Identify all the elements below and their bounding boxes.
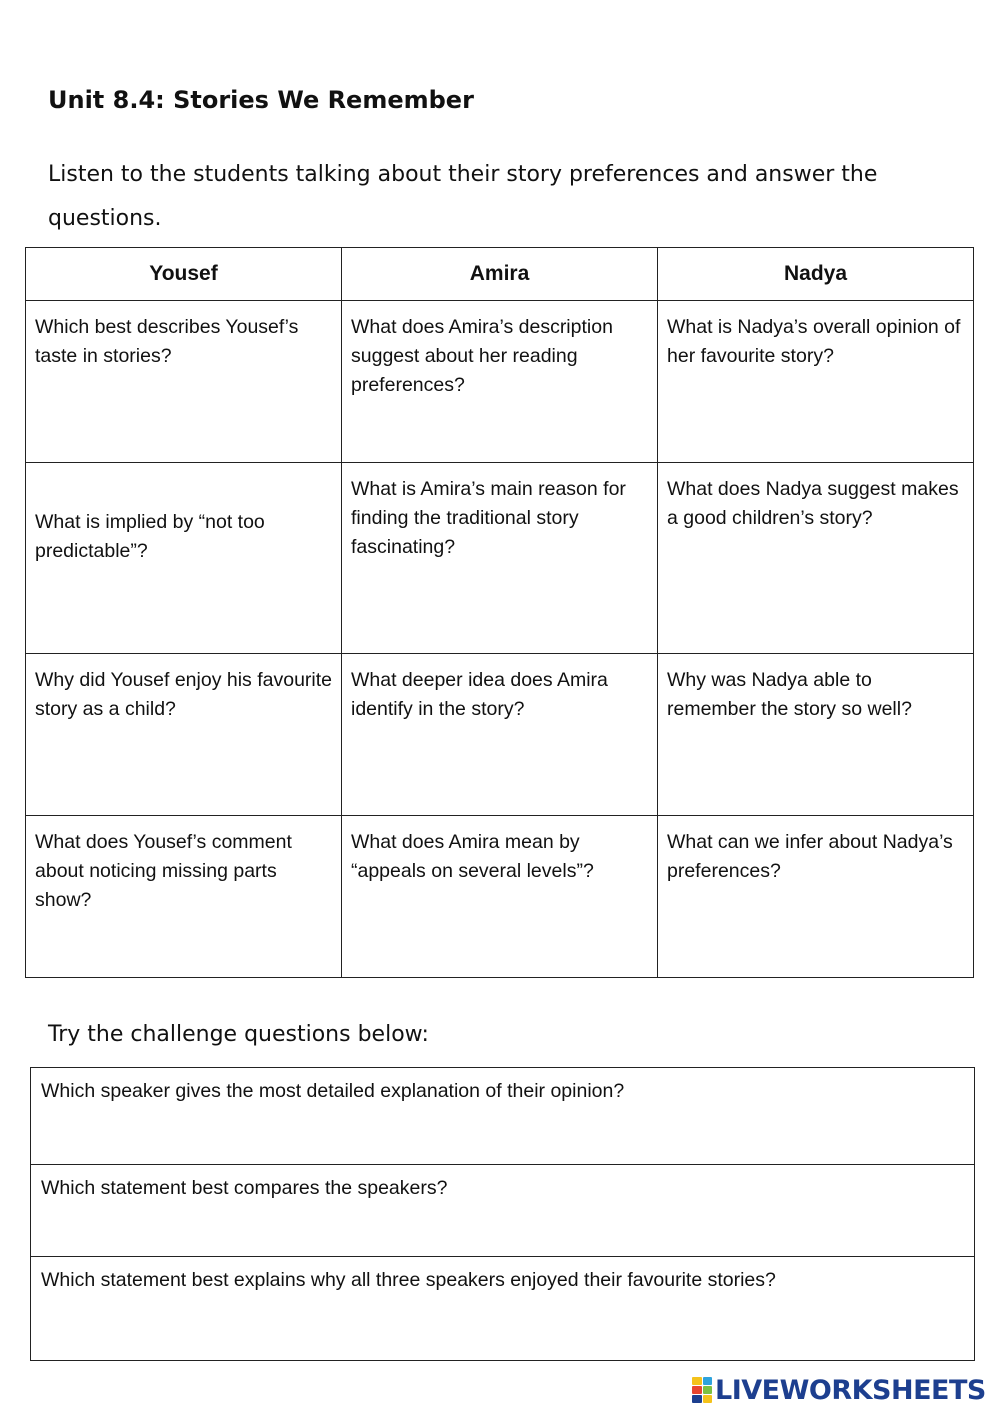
questions-table <box>25 247 974 978</box>
question-cell: Which best describes Yousef’s taste in stories? <box>26 301 342 463</box>
question-cell: Why did Yousef enjoy his favourite story as a child? <box>26 654 342 816</box>
challenge-row <box>31 1068 975 1165</box>
column-header-nadya: Nadya <box>658 248 974 301</box>
table-row <box>26 463 974 654</box>
table-row <box>26 654 974 816</box>
question-cell: What is Nadya’s overall opinion of her favourite story? <box>658 301 974 463</box>
liveworksheets-logo-icon <box>692 1377 712 1403</box>
question-cell: What does Amira mean by “appeals on several levels”? <box>342 816 658 978</box>
logo-block <box>703 1386 713 1394</box>
question-cell: What can we infer about Nadya’s preferences? <box>658 816 974 978</box>
logo-block <box>703 1377 713 1385</box>
logo-block <box>692 1395 702 1403</box>
question-cell: What does Yousef’s comment about noticing missing parts show? <box>26 816 342 978</box>
logo-block <box>703 1395 713 1403</box>
challenge-heading: Try the challenge questions below: <box>48 1022 429 1047</box>
column-header-amira: Amira <box>342 248 658 301</box>
liveworksheets-logo[interactable] <box>692 1374 986 1406</box>
question-text: What is implied by “not too predictable”? <box>35 511 265 562</box>
table-row <box>26 816 974 978</box>
challenge-question: Which speaker gives the most detailed explanation of their opinion? <box>31 1068 975 1165</box>
question-cell: What deeper idea does Amira identify in the story? <box>342 654 658 816</box>
column-header-yousef: Yousef <box>26 248 342 301</box>
page-title: Unit 8.4: Stories We Remember <box>48 86 474 114</box>
table-header-row <box>26 248 974 301</box>
table-row <box>26 301 974 463</box>
question-cell: What is Amira’s main reason for finding the traditional story fascinating? <box>342 463 658 654</box>
logo-text: LIVEWORKSHEETS <box>715 1374 986 1406</box>
challenge-table <box>30 1067 975 1361</box>
challenge-row <box>31 1165 975 1257</box>
challenge-question: Which statement best explains why all three speakers enjoyed their favourite stories? <box>31 1257 975 1361</box>
question-cell: What does Nadya suggest makes a good children’s story? <box>658 463 974 654</box>
question-cell <box>26 463 342 654</box>
question-cell: What does Amira’s description suggest about her reading preferences? <box>342 301 658 463</box>
logo-block <box>692 1386 702 1394</box>
logo-block <box>692 1377 702 1385</box>
challenge-row <box>31 1257 975 1361</box>
instructions-text: Listen to the students talking about their story preferences and answer the questions. <box>48 162 878 231</box>
question-cell: Why was Nadya able to remember the story so well? <box>658 654 974 816</box>
challenge-question: Which statement best compares the speakers? <box>31 1165 975 1257</box>
